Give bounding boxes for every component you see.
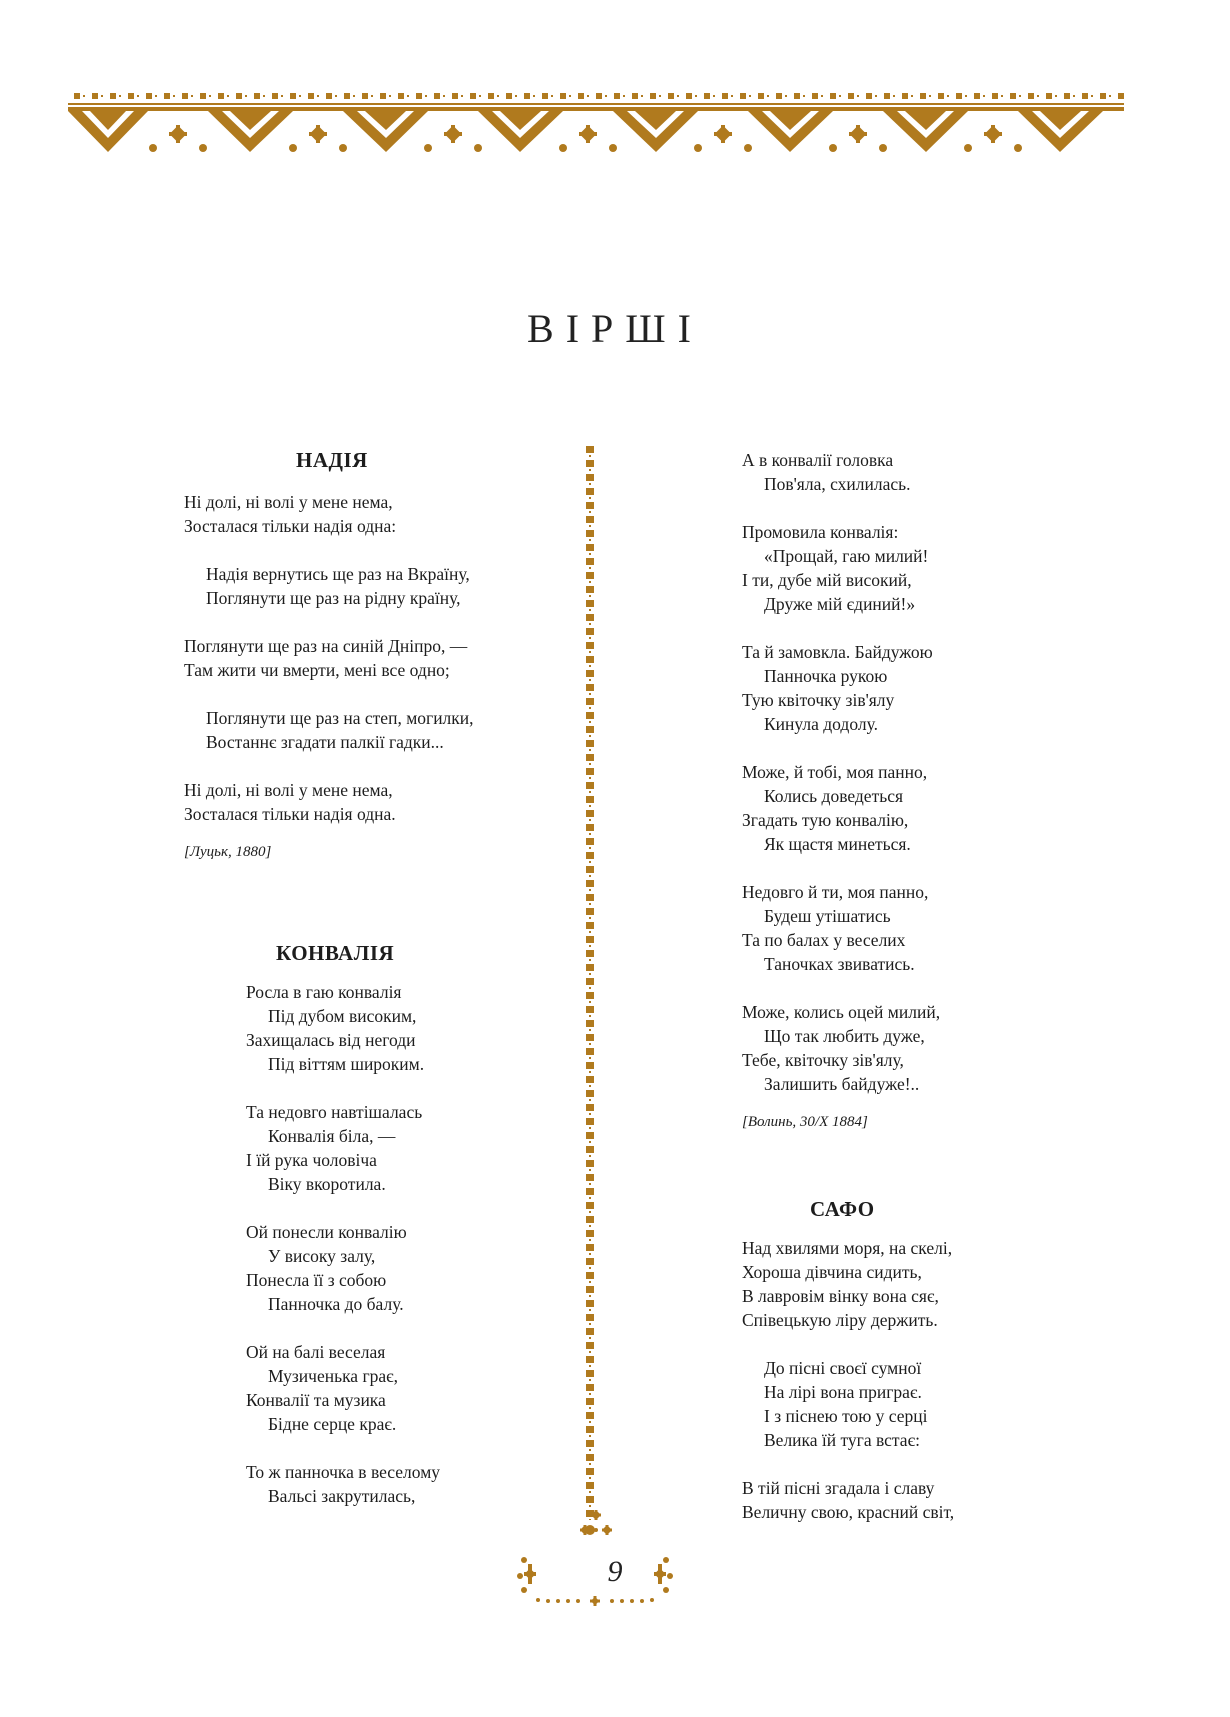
verse-line: То ж панночка в веселому [246, 1462, 441, 1482]
stanza [742, 640, 1102, 736]
verse-line: Таночках звиватись. [764, 954, 915, 974]
stanza [742, 1000, 1102, 1096]
stanza [742, 1236, 1102, 1332]
verse-line: В тій пісні згадала і славу [742, 1478, 935, 1498]
verse-line: Та недовго навтішалась [246, 1102, 423, 1122]
verse-line: Співецькую ліру держить. [742, 1310, 938, 1330]
stanza [184, 562, 544, 610]
vertical-ornament-divider [581, 445, 599, 1555]
verse-line: Хороша дівчина сидить, [742, 1262, 922, 1282]
stanza [742, 880, 1102, 976]
verse-line: Захищалась від негоди [246, 1030, 416, 1050]
verse-line: Друже мій єдиний!» [764, 594, 916, 614]
verse-line: Поглянути ще раз на степ, могилки, [206, 708, 474, 728]
verse-line: Пов'яла, схилилась. [764, 474, 911, 494]
left-column [184, 445, 544, 1532]
verse-line: Та по балах у веселих [742, 930, 906, 950]
stanza [184, 778, 544, 826]
verse-line: Музиченька грає, [268, 1366, 399, 1386]
verse-line: Велика їй туга встає: [764, 1430, 920, 1450]
poem-title: НАДІЯ [296, 448, 368, 472]
poem-nadiya [184, 445, 544, 864]
stanza [742, 1356, 1102, 1452]
verse-line: Під віттям широким. [268, 1054, 425, 1074]
verse-line: Конвалії та музика [246, 1390, 386, 1410]
verse-line: Промовила конвалія: [742, 522, 899, 542]
verse-line: Вальсі закрутилась, [268, 1486, 416, 1506]
verse-line: Над хвилями моря, на скелі, [742, 1238, 953, 1258]
verse-line: Може, колись оцей милий, [742, 1002, 941, 1022]
stanza [246, 1460, 544, 1508]
verse-line: Ні долі, ні волі у мене нема, [184, 780, 393, 800]
right-column [742, 448, 1102, 1548]
verse-line: Тебе, квіточку зів'ялу, [742, 1050, 904, 1070]
embroidery-border-ornament [68, 92, 1124, 158]
verse-line: До пісні своєї сумної [764, 1358, 922, 1378]
poem-signature: [Волинь, 30/X 1884] [742, 1114, 868, 1130]
verse-line: Будеш утішатись [764, 906, 891, 926]
stanza [742, 1476, 1102, 1524]
verse-line: І їй рука чоловіча [246, 1150, 377, 1170]
stanza [742, 448, 1102, 496]
verse-line: Віку вкоротила. [268, 1174, 386, 1194]
poem-signature: [Луцьк, 1880] [184, 844, 272, 860]
stanza [742, 760, 1102, 856]
verse-line: Як щастя минеться. [764, 834, 911, 854]
stanza [246, 1100, 544, 1196]
stanza [742, 520, 1102, 616]
verse-line: Понесла її з собою [246, 1270, 387, 1290]
page-title: ВІРШІ [527, 305, 703, 351]
poem-konvaliya [184, 938, 544, 1508]
verse-line: Недовго й ти, моя панно, [742, 882, 929, 902]
verse-line: Ой на балі веселая [246, 1342, 386, 1362]
verse-line: Та й замовкла. Байдужою [742, 642, 933, 662]
verse-line: Бідне серце крає. [268, 1414, 397, 1434]
verse-line: Тую квіточку зів'ялу [742, 690, 895, 710]
verse-line: Поглянути ще раз на рідну країну, [206, 588, 461, 608]
verse-line: «Прощай, гаю милий! [764, 546, 929, 566]
stanza [184, 706, 544, 754]
verse-line: Зосталася тільки надія одна: [184, 516, 397, 536]
verse-line: Панночка до балу. [268, 1294, 404, 1314]
verse-line: Востаннє згадати палкії гадки... [206, 732, 444, 752]
verse-line: Панночка рукою [764, 666, 888, 686]
verse-line: Росла в гаю конвалія [246, 982, 402, 1002]
verse-line: У високу залу, [268, 1246, 376, 1266]
verse-line: Під дубом високим, [268, 1006, 417, 1026]
verse-line: Величну свою, красний світ, [742, 1502, 955, 1522]
verse-line: В лавровім вінку вона сяє, [742, 1286, 939, 1306]
verse-line: Що так любить дуже, [764, 1026, 925, 1046]
page-number: 9 [607, 1555, 623, 1588]
verse-line: Там жити чи вмерти, мені все одно; [184, 660, 450, 680]
verse-line: А в конвалії головка [742, 450, 894, 470]
verse-line: І з піснею тою у серці [764, 1406, 928, 1426]
verse-line: Колись доведеться [764, 786, 904, 806]
verse-line: Поглянути ще раз на синій Дніпро, — [184, 636, 468, 656]
stanza [246, 1340, 544, 1436]
poem-safo [742, 1194, 1102, 1524]
verse-line: На лірі вона приграє. [764, 1382, 922, 1402]
verse-line: Ой понесли конвалію [246, 1222, 407, 1242]
verse-line: Може, й тобі, моя панно, [742, 762, 928, 782]
verse-line: Надія вернутись ще раз на Вкраїну, [206, 564, 470, 584]
verse-line: Згадать тую конвалію, [742, 810, 909, 830]
stanza [184, 490, 544, 538]
poem-title: САФО [810, 1197, 875, 1221]
stanza [184, 634, 544, 682]
poem-title: КОНВАЛІЯ [276, 941, 395, 965]
divider-end-ornament [578, 1505, 614, 1541]
verse-line: Кинула додолу. [764, 714, 878, 734]
verse-line: І ти, дубе мій високий, [742, 570, 912, 590]
verse-line: Ні долі, ні волі у мене нема, [184, 492, 393, 512]
poem-konvaliya-continuation [742, 448, 1102, 1134]
stanza [246, 980, 544, 1076]
verse-line: Залишить байдуже!.. [764, 1074, 920, 1094]
verse-line: Зосталася тільки надія одна. [184, 804, 396, 824]
verse-line: Конвалія біла, — [268, 1126, 396, 1146]
stanza [246, 1220, 544, 1316]
